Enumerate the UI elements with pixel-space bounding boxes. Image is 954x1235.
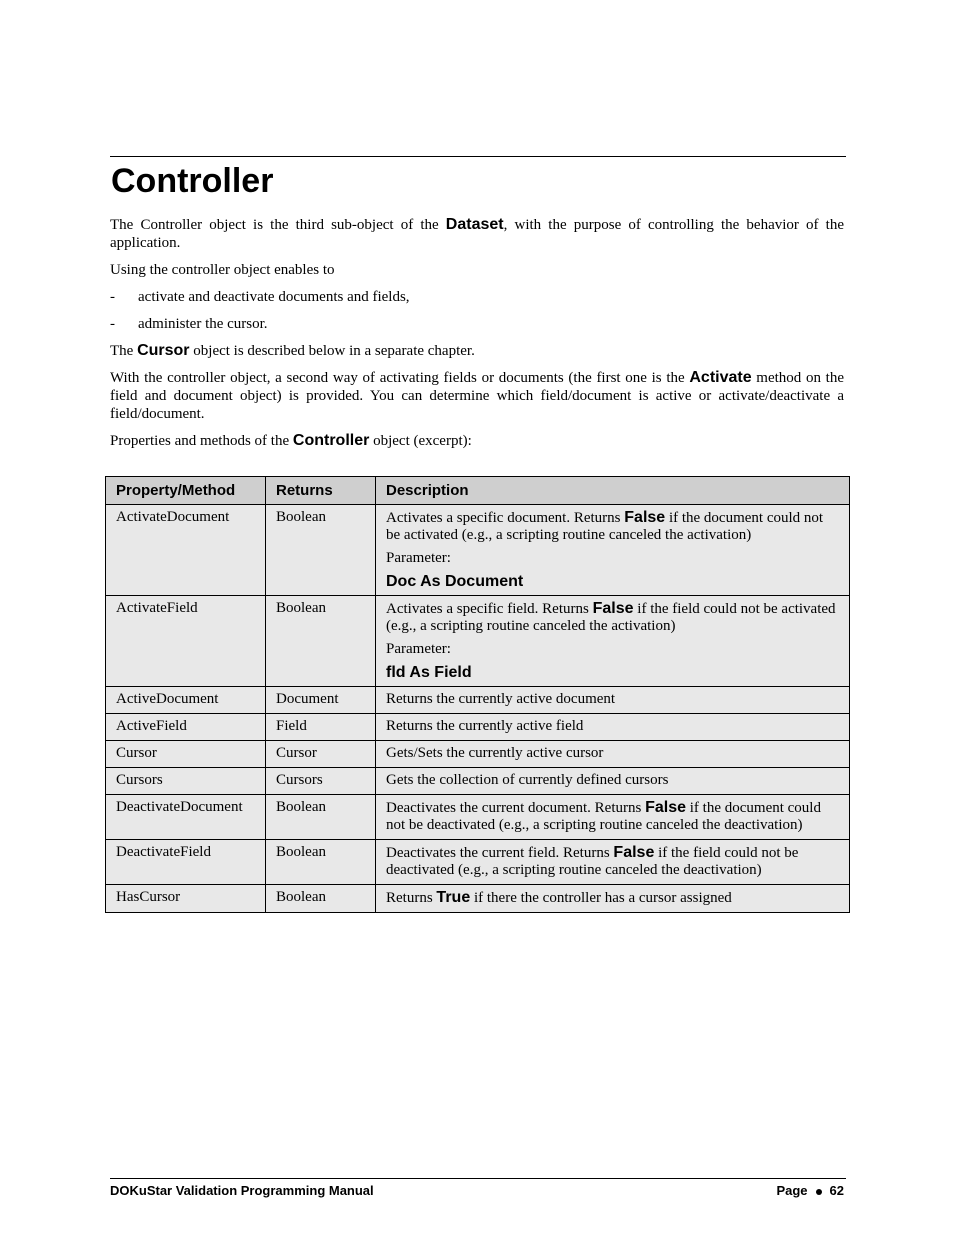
- cell-returns: Cursors: [266, 768, 376, 795]
- cell-description: Returns the currently active field: [376, 714, 850, 741]
- cell-returns: Boolean: [266, 885, 376, 913]
- cursor-term: Cursor: [137, 342, 190, 359]
- cell-description: Gets/Sets the currently active cursor: [376, 741, 850, 768]
- body-text: [110, 216, 844, 459]
- cell-name: Cursor: [106, 741, 266, 768]
- cell-description: Activates a specific field. Returns False if the field could not be activated (e.g., a scripting routine canceled the activation) Parameter: fld As Field: [376, 596, 850, 687]
- cell-returns: Cursor: [266, 741, 376, 768]
- header-description: Description: [376, 477, 850, 505]
- header-returns: Returns: [266, 477, 376, 505]
- page-footer: [110, 1182, 844, 1199]
- cell-returns: Boolean: [266, 840, 376, 885]
- parameter-label: Parameter:: [386, 641, 451, 657]
- table-row: [106, 885, 850, 913]
- properties-table: [105, 476, 850, 913]
- cell-name: ActivateField: [106, 596, 266, 687]
- table-row: [106, 505, 850, 596]
- cell-returns: Boolean: [266, 795, 376, 840]
- cell-returns: Document: [266, 687, 376, 714]
- table-row: [106, 596, 850, 687]
- cell-description: Deactivates the current field. Returns False if the field could not be deactivated (e.g., a scripting routine canceled the deactivation): [376, 840, 850, 885]
- parameter-value: fld As Field: [386, 664, 472, 681]
- cursor-paragraph: The Cursor object is described below in a separate chapter.: [110, 342, 475, 359]
- table-row: [106, 741, 850, 768]
- page-title: Controller: [111, 162, 274, 200]
- parameter-value: Doc As Document: [386, 573, 524, 590]
- usage-paragraph: Using the controller object enables to: [110, 262, 335, 278]
- table-row: [106, 714, 850, 741]
- cell-name: Cursors: [106, 768, 266, 795]
- list-item: - administer the cursor.: [110, 316, 268, 332]
- cell-name: DeactivateField: [106, 840, 266, 885]
- footer-rule: [110, 1178, 846, 1179]
- activate-paragraph: With the controller object, a second way of activating fields or documents (the first one is the Activate method on the field and document object) is provided. You can determine which field/document is active or activate/deactivate a field/document.: [110, 369, 844, 422]
- parameter-label: Parameter:: [386, 550, 451, 566]
- page-indicator: Page 62: [776, 1183, 844, 1198]
- cell-returns: Boolean: [266, 505, 376, 596]
- page-number: 62: [829, 1183, 844, 1198]
- cell-description: Activates a specific document. Returns False if the document could not be activated (e.g., a scripting routine canceled the activation) Parameter: Doc As Document: [376, 505, 850, 596]
- cell-returns: Field: [266, 714, 376, 741]
- table-intro-paragraph: Properties and methods of the Controller object (excerpt):: [110, 432, 472, 449]
- cell-name: ActivateDocument: [106, 505, 266, 596]
- cell-description: Returns the currently active document: [376, 687, 850, 714]
- table-row: [106, 840, 850, 885]
- list-item: - activate and deactivate documents and fields,: [110, 289, 410, 305]
- header-property-method: Property/Method: [106, 477, 266, 505]
- cell-description: Returns True if there the controller has a cursor assigned: [376, 885, 850, 913]
- intro-paragraph: The Controller object is the third sub-object of the Dataset, with the purpose of controlling the behavior of the application.: [110, 216, 844, 251]
- cell-name: ActiveField: [106, 714, 266, 741]
- activate-term: Activate: [689, 369, 752, 386]
- controller-term: Controller: [292, 432, 370, 449]
- cell-returns: Boolean: [266, 596, 376, 687]
- cell-name: HasCursor: [106, 885, 266, 913]
- dataset-term: Dataset: [445, 216, 504, 233]
- table-header-row: [106, 477, 850, 505]
- manual-title: DOKuStar Validation Programming Manual: [110, 1183, 374, 1198]
- table-row: [106, 687, 850, 714]
- cell-description: Deactivates the current document. Returns False if the document could not be deactivated (e.g., a scripting routine canceled the deactivation): [376, 795, 850, 840]
- table-row: [106, 768, 850, 795]
- table-row: [106, 795, 850, 840]
- bullet-dot-icon: [816, 1189, 822, 1195]
- cell-description: Gets the collection of currently defined cursors: [376, 768, 850, 795]
- cell-name: DeactivateDocument: [106, 795, 266, 840]
- header-rule: [110, 156, 846, 157]
- cell-name: ActiveDocument: [106, 687, 266, 714]
